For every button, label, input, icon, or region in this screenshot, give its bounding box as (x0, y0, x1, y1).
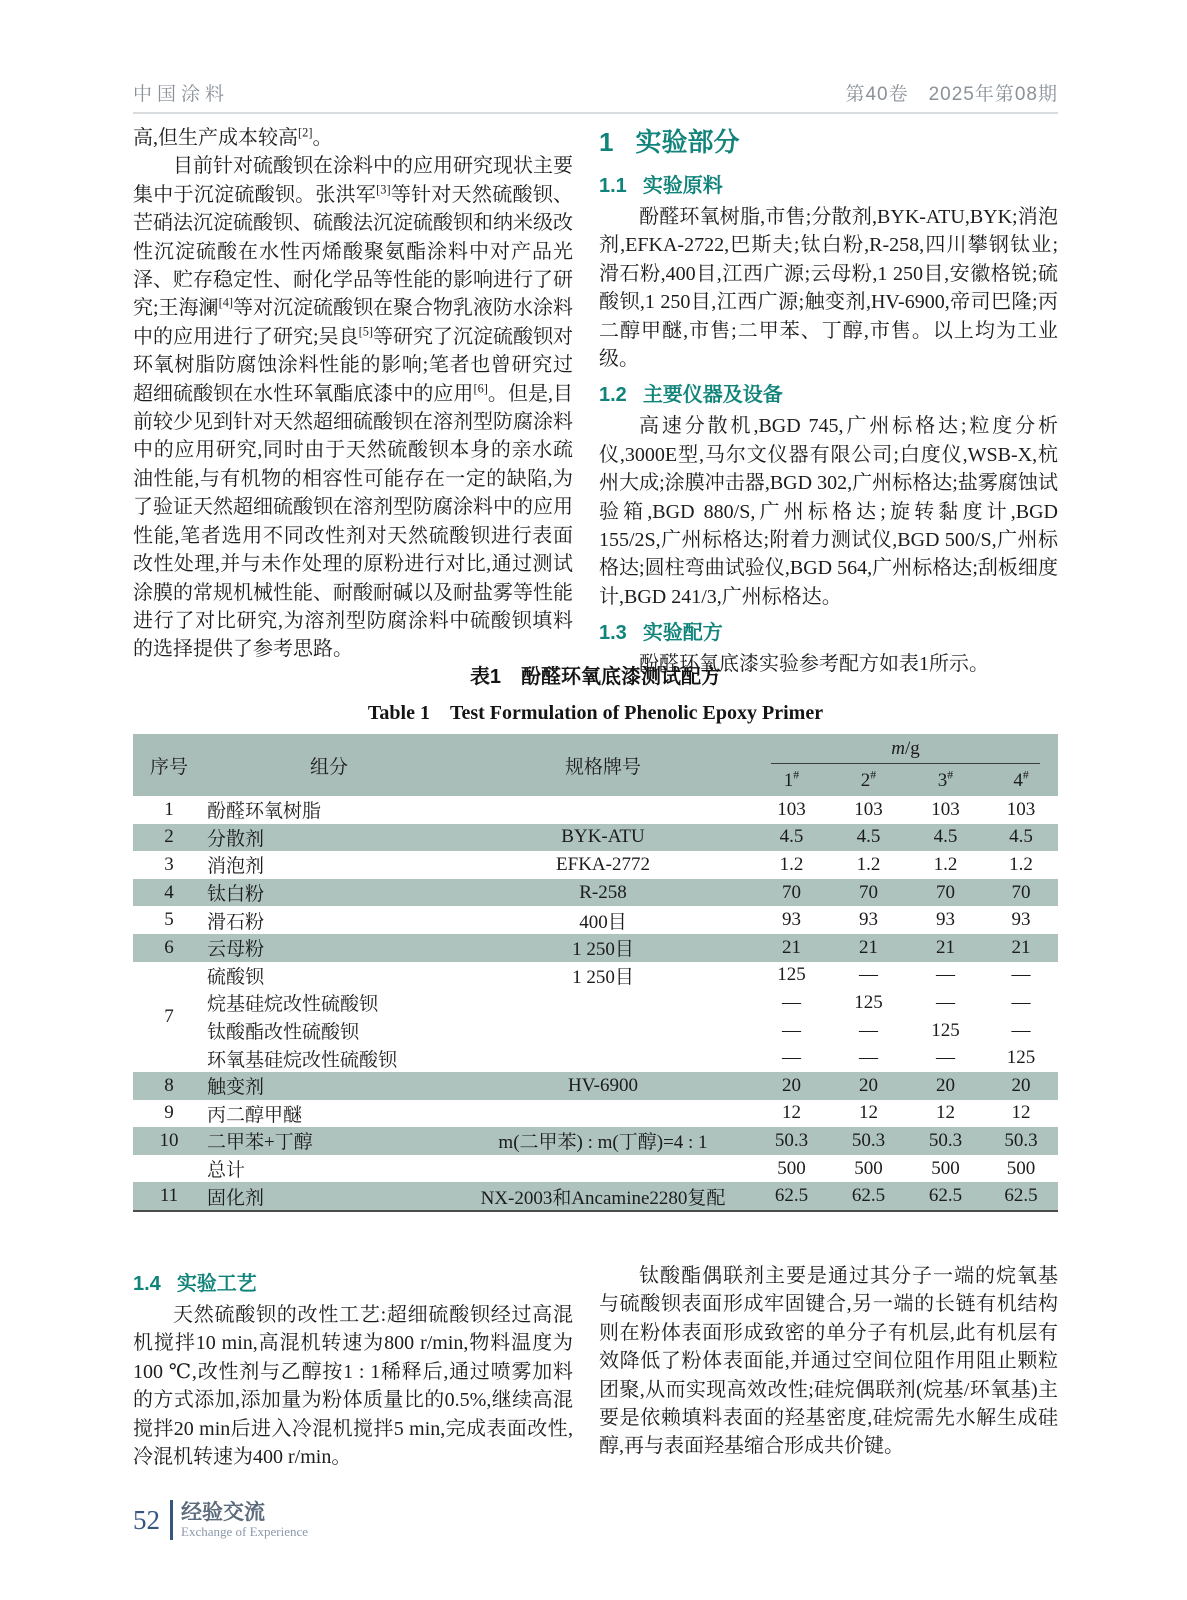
cell-mass-value: 4.5 (779, 826, 804, 848)
cell-mass-value: 50.3 (928, 1129, 963, 1151)
cell-mass-value: 1.2 (933, 853, 958, 875)
cell-mass-value: 12 (1011, 1102, 1031, 1124)
cell-spec (453, 1155, 753, 1183)
cell-serial-no: 1 (164, 798, 174, 820)
cell-serial-no: 3 (164, 853, 174, 875)
table-row (133, 1044, 1058, 1072)
cell-spec: 1 250目 (572, 966, 634, 988)
footer-section-en: Exchange of Experience (181, 1523, 309, 1539)
section-title: 实验工艺 (176, 1273, 257, 1295)
cell-spec: R-258 (579, 881, 627, 903)
cell-spec (453, 796, 753, 824)
cell-mass-value: 50.3 (774, 1129, 809, 1151)
intro-text-block (133, 124, 573, 664)
footer-section-cn: 经验交流 (181, 1500, 265, 1524)
cell-mass-value: 20 (859, 1074, 878, 1096)
cell-mass-value: — (936, 991, 955, 1013)
coupling-agent-paragraph: 钛酸酯偶联剂主要是通过其分子一端的烷氧基与硫酸钡表面形成牢固键合,另一端的长链有机结构则在粉体表面形成致密的单分子有机层,此有机层有效降低了粉体表面能,并通过空间位阻作用阻止颗粒团聚,从而实现高效改性;硅烷偶联剂(烷基/环氧基)主要是依赖填料表面的羟基密度,硅烷需先水解生成硅醇,再与表面羟基缩合形成共价键。 (599, 1265, 1058, 1458)
table-row (133, 1072, 1058, 1100)
cell-serial-no: 8 (164, 1074, 174, 1096)
section-number: 1 (599, 127, 614, 157)
reference-superscript: [6] (473, 381, 488, 395)
cell-component: 烷基硅烷改性硫酸钡 (207, 994, 379, 1016)
reference-superscript: [4] (218, 295, 234, 310)
cell-mass-value: 93 (782, 909, 801, 931)
col-header-spec: 规格牌号 (564, 756, 641, 778)
cell-mass-value: 62.5 (928, 1185, 963, 1207)
cell-mass-value: — (859, 964, 878, 986)
table-row (133, 934, 1058, 962)
cell-mass-value: 20 (936, 1074, 955, 1096)
cell-component: 钛白粉 (207, 884, 265, 906)
cell-component: 钛酸酯改性硫酸钡 (207, 1022, 360, 1044)
formulation-intro-paragraph: 酚醛环氧底漆实验参考配方如表1所示。 (639, 653, 989, 676)
cell-mass-value: — (1011, 991, 1031, 1013)
col-header-sample-1: 1# (783, 768, 800, 791)
cell-serial-no: 4 (164, 881, 174, 903)
footer-section (181, 1502, 308, 1539)
sample-sup: # (947, 768, 954, 782)
process-paragraph: 天然硫酸钡的改性工艺:超细硫酸钡经过高混机搅拌10 min,高混机转速为800 r/min,物料温度为100 ℃,改性剂与乙醇按1 : 1稀释后,通过喷雾加料的方式添加,添加量为粉体质量比的0.5%,继续高混搅拌20 min后进入冷混机搅拌5 min,完成表面改性,冷混机转速为400 r/min。 (133, 1304, 573, 1469)
page-number: 52 (133, 1504, 160, 1535)
cell-mass-value: — (782, 1047, 801, 1069)
cell-component: 滑石粉 (207, 911, 265, 933)
table-header-row (133, 734, 1058, 766)
cell-component: 云母粉 (207, 939, 265, 961)
cell-mass-value: 1.2 (856, 853, 881, 875)
cell-mass-value: 125 (777, 964, 806, 986)
cell-component: 固化剂 (207, 1187, 265, 1209)
carryover-paragraph: 高,但生产成本较高[2]。 (133, 125, 333, 149)
sample-sup: # (870, 768, 877, 782)
cell-serial-no: 5 (164, 909, 174, 931)
cell-mass-value: — (782, 1019, 801, 1041)
section-1-2-heading (599, 378, 1058, 407)
cell-mass-value: 62.5 (1004, 1185, 1038, 1207)
table-header (133, 734, 1058, 796)
cell-component: 触变剂 (207, 1077, 265, 1099)
cell-spec: EFKA-2772 (556, 853, 650, 875)
cell-spec: HV-6900 (567, 1074, 639, 1096)
section-title: 实验部分 (635, 127, 740, 157)
cell-serial-no: 11 (159, 1185, 179, 1207)
col-header-component: 组分 (309, 756, 348, 778)
cell-mass-value: 500 (777, 1157, 806, 1179)
table-row (133, 906, 1058, 934)
cell-spec (453, 1100, 753, 1128)
cell-mass-value: — (782, 991, 801, 1013)
literature-review-paragraph: 目前针对硫酸钡在涂料中的应用研究现状主要集中于沉淀硫酸钡。张洪军[3]等针对天然硫酸钡、芒硝法沉淀硫酸钡、硫酸法沉淀硫酸钡和纳米级改性沉淀硫酸在水性丙烯酸聚氨酯涂料中对产品光泽、贮存稳定性、耐化学品等性能的影响进行了研究;王海澜[4]等对沉淀硫酸钡在聚合物乳液防水涂料中的应用进行了研究;吴良[5]等研究了沉淀硫酸钡对环氧树脂防腐蚀涂料性能的影响;笔者也曾研究过超细硫酸钡在水性环氧酯底漆中的应用[6]。但是,目前较少见到针对天然超细硫酸钡在溶剂型防腐涂料中的应用研究,同时由于天然硫酸钡本身的亲水疏油性能,与有机物的相容性可能存在一定的缺陷,为了验证天然超细硫酸钡在溶剂型防腐涂料中的应用性能,笔者选用不同改性剂对天然硫酸钡进行表面改性处理,并与未作处理的原粉进行对比,通过测试涂膜的常规机械性能、耐酸耐碱以及耐盐雾等性能进行了对比研究,为溶剂型防腐涂料中硫酸钡填料的选择提供了参考思路。 (133, 155, 574, 661)
cell-component: 总计 (207, 1160, 246, 1182)
cell-mass-value: 50.3 (1004, 1129, 1038, 1151)
cell-mass-value: 12 (936, 1102, 955, 1124)
cell-serial-no: 6 (164, 936, 174, 958)
table-row (133, 962, 1058, 990)
cell-mass-value: — (936, 964, 955, 986)
table-title-cn: 表1 酚醛环氧底漆测试配方 (469, 666, 722, 688)
table-row (133, 1017, 1058, 1045)
cell-mass-value: 70 (1011, 881, 1031, 903)
cell-serial-no (133, 1155, 205, 1183)
cell-mass-value: 4.5 (856, 826, 881, 848)
cell-mass-value: 93 (1011, 909, 1031, 931)
section-number: 1.3 (599, 622, 627, 645)
section-1-1-heading (599, 169, 1058, 198)
section-title: 实验原料 (642, 175, 723, 197)
cell-mass-value: 93 (936, 909, 955, 931)
mass-unit: /g (904, 738, 920, 759)
cell-spec (453, 1044, 753, 1072)
section-number: 1.1 (599, 175, 627, 197)
cell-mass-value: 21 (1011, 936, 1031, 958)
cell-spec (453, 1017, 753, 1045)
cell-component: 酚醛环氧树脂 (207, 801, 322, 823)
experiment-section-block (599, 120, 1058, 679)
cell-mass-value: 20 (1011, 1074, 1031, 1096)
cell-component: 环氧基硅烷改性硫酸钡 (207, 1049, 398, 1071)
cell-mass-value: 12 (782, 1102, 801, 1124)
reference-superscript: [5] (358, 324, 374, 339)
table-row (133, 989, 1058, 1017)
cell-mass-value: 4.5 (1009, 826, 1033, 848)
table-row (133, 1127, 1058, 1155)
cell-mass-value: 1.2 (779, 853, 804, 875)
process-section-block (133, 1262, 573, 1471)
cell-mass-value: 70 (859, 881, 878, 903)
issue-info: 第40卷 2025年第08期 (845, 84, 1058, 105)
cell-mass-value: 12 (859, 1102, 878, 1124)
cell-spec (453, 989, 753, 1017)
cell-serial-no: 2 (164, 826, 174, 848)
table-row (133, 824, 1058, 852)
cell-mass-value: 93 (859, 909, 878, 931)
running-head (133, 76, 1058, 114)
section-1-3-heading (599, 616, 1058, 645)
section-title: 主要仪器及设备 (642, 384, 783, 407)
cell-mass-value: 125 (1006, 1047, 1036, 1069)
col-header-no: 序号 (149, 756, 188, 778)
cell-mass-value: — (859, 1047, 878, 1069)
reference-superscript: [2] (298, 125, 313, 140)
cell-mass-value: 50.3 (851, 1129, 886, 1151)
cell-serial-no: 9 (164, 1102, 174, 1124)
cell-component: 丙二醇甲醚 (207, 1104, 303, 1126)
cell-mass-value: 4.5 (933, 826, 958, 848)
section-1-heading (599, 122, 1058, 159)
cell-mass-value: — (859, 1019, 878, 1041)
cell-mass-value: 103 (1006, 798, 1036, 820)
cell-mass-value: 103 (931, 798, 960, 820)
col-header-sample-3: 3# (937, 768, 954, 791)
materials-paragraph: 酚醛环氧树脂,市售;分散剂,BYK-ATU,BYK;消泡剂,EFKA-2722,巴斯夫;钛白粉,R-258,四川攀钢钛业;滑石粉,400目,江西广源;云母粉,1 250目,安徽格锐;硫酸钡,1 250目,江西广源;触变剂,HV-6900,帝司巴隆;丙二醇甲醚,市售;二甲苯、丁醇,市售。以上均为工业级。 (599, 206, 1058, 371)
cell-mass-value: 62.5 (851, 1185, 886, 1207)
cell-component: 消泡剂 (207, 856, 265, 878)
table-row (133, 879, 1058, 907)
cell-mass-value: — (1011, 1019, 1031, 1041)
cell-mass-value: 103 (777, 798, 806, 820)
cell-mass-value: 1.2 (1009, 853, 1033, 875)
cell-mass-value: 500 (1006, 1157, 1036, 1179)
cell-mass-value: 70 (782, 881, 801, 903)
cell-mass-value: 62.5 (774, 1185, 809, 1207)
cell-mass-value: 125 (931, 1019, 960, 1041)
cell-mass-value: 21 (859, 936, 878, 958)
col-header-mass (753, 734, 1058, 766)
cell-mass-value: — (1011, 964, 1031, 986)
table-row (133, 1100, 1058, 1128)
cell-spec: BYK-ATU (561, 826, 645, 848)
col-header-sample-4: 4# (1013, 768, 1029, 791)
cell-component: 二甲苯+丁醇 (207, 1132, 313, 1154)
cell-spec: m(二甲苯) : m(丁醇)=4 : 1 (498, 1132, 708, 1154)
sample-sup: # (1022, 768, 1029, 782)
mass-symbol: m (891, 738, 905, 759)
cell-spec: 1 250目 (572, 939, 634, 961)
section-number: 1.2 (599, 384, 627, 407)
reference-superscript: [3] (376, 182, 391, 197)
table-row (133, 796, 1058, 824)
cell-mass-value: 21 (782, 936, 801, 958)
coupling-agent-block (599, 1262, 1058, 1461)
col-header-sample-2: 2# (860, 768, 877, 791)
cell-component: 硫酸钡 (207, 966, 265, 988)
cell-spec: 400目 (579, 911, 627, 933)
table-body (133, 796, 1058, 1211)
section-1-4-heading (133, 1267, 573, 1296)
cell-mass-value: 500 (854, 1157, 883, 1179)
cell-mass-value: 21 (936, 936, 955, 958)
cell-mass-value: — (936, 1047, 955, 1069)
page-footer (133, 1500, 308, 1540)
section-title: 实验配方 (642, 622, 723, 645)
cell-mass-value: 70 (936, 881, 955, 903)
instruments-paragraph: 高速分散机,BGD 745,广州标格达;粒度分析仪,3000E型,马尔文仪器有限公司;白度仪,WSB-X,杭州大成;涂膜冲击器,BGD 302,广州标格达;盐雾腐蚀试验箱,BGD 880/S,广州标格达;旋转黏度计,BGD 155/2S,广州标格达;附着力测试仪,BGD 500/S,广州标格达;圆柱弯曲试验仪,BGD 564,广州标格达;刮板细度计,BGD 241/3,广州标格达。 (599, 415, 1058, 608)
journal-title: 中国涂料 (133, 84, 230, 105)
cell-spec: NX-2003和Ancamine2280复配 (480, 1187, 726, 1209)
footer-divider (170, 1500, 173, 1540)
mass-unit-label (771, 738, 1040, 764)
cell-component: 分散剂 (207, 828, 265, 850)
cell-mass-value: 500 (931, 1157, 960, 1179)
table-row (133, 1182, 1058, 1211)
cell-serial-no: 7 (164, 1005, 174, 1027)
sample-sup: # (793, 768, 800, 782)
cell-mass-value: 103 (854, 798, 883, 820)
table-title-en: Table 1 Test Formulation of Phenolic Epoxy Primer (367, 702, 824, 724)
cell-mass-value: 125 (854, 991, 883, 1013)
formulation-table (133, 734, 1058, 1212)
section-number: 1.4 (133, 1273, 161, 1295)
table-row (133, 851, 1058, 879)
table-1-block (133, 660, 1058, 1212)
table-row (133, 1155, 1058, 1183)
cell-serial-no: 10 (159, 1129, 179, 1151)
cell-mass-value: 20 (782, 1074, 801, 1096)
